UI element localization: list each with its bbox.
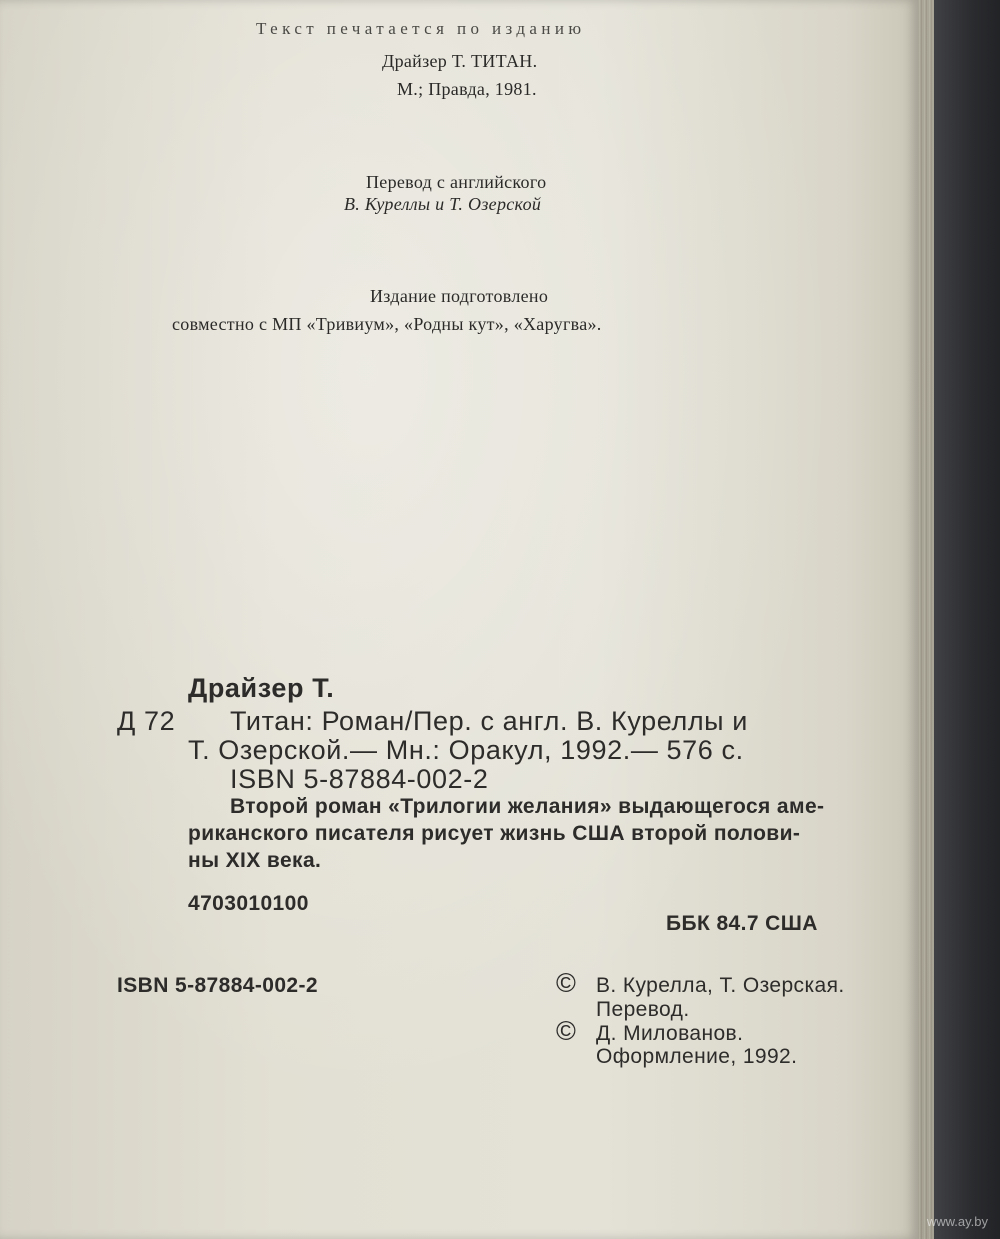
annotation-line3: ны XIX века. xyxy=(188,849,322,872)
copyright-translation-line1: В. Курелла, Т. Озерская. xyxy=(596,974,845,997)
copyright-design-line2: Оформление, 1992. xyxy=(596,1045,798,1068)
translation-label: Перевод с английского xyxy=(366,172,547,192)
catalog-title-line2: Т. Озерской.— Мн.: Оракул, 1992.— 576 с. xyxy=(188,735,744,765)
copyright-translation-line2: Перевод. xyxy=(596,998,690,1021)
annotation-line2: риканского писателя рисует жизнь США второй полови- xyxy=(188,822,801,845)
footer-isbn: ISBN 5-87884-002-2 xyxy=(117,974,318,997)
page-edges xyxy=(918,0,934,1239)
source-title: Драйзер Т. ТИТАН. xyxy=(382,51,538,71)
source-publisher: М.; Правда, 1981. xyxy=(397,79,537,99)
index-code: 4703010100 xyxy=(188,892,309,915)
catalog-author: Драйзер Т. xyxy=(188,673,335,703)
edition-note: Издание подготовлено xyxy=(370,286,549,306)
printed-from-note: Текст печатается по изданию xyxy=(256,19,586,38)
edition-partners: совместно с МП «Тривиум», «Родны кут», «Харугва». xyxy=(172,314,602,334)
copyright-design-line1: Д. Милованов. xyxy=(596,1022,744,1045)
book-cover-edge xyxy=(934,0,1000,1239)
bbk-code: ББК 84.7 США xyxy=(666,912,818,935)
copyright-icon: © xyxy=(556,1016,577,1046)
site-watermark: www.ay.by xyxy=(926,1214,988,1229)
catalog-code: Д 72 xyxy=(117,706,176,736)
copyright-icon: © xyxy=(556,968,577,998)
translators: В. Куреллы и Т. Озерской xyxy=(344,194,542,214)
catalog-isbn: ISBN 5-87884-002-2 xyxy=(230,764,489,794)
annotation-line1: Второй роман «Трилогии желания» выдающегося аме- xyxy=(230,795,825,818)
catalog-title-line1: Титан: Роман/Пер. с англ. В. Куреллы и xyxy=(230,706,748,736)
